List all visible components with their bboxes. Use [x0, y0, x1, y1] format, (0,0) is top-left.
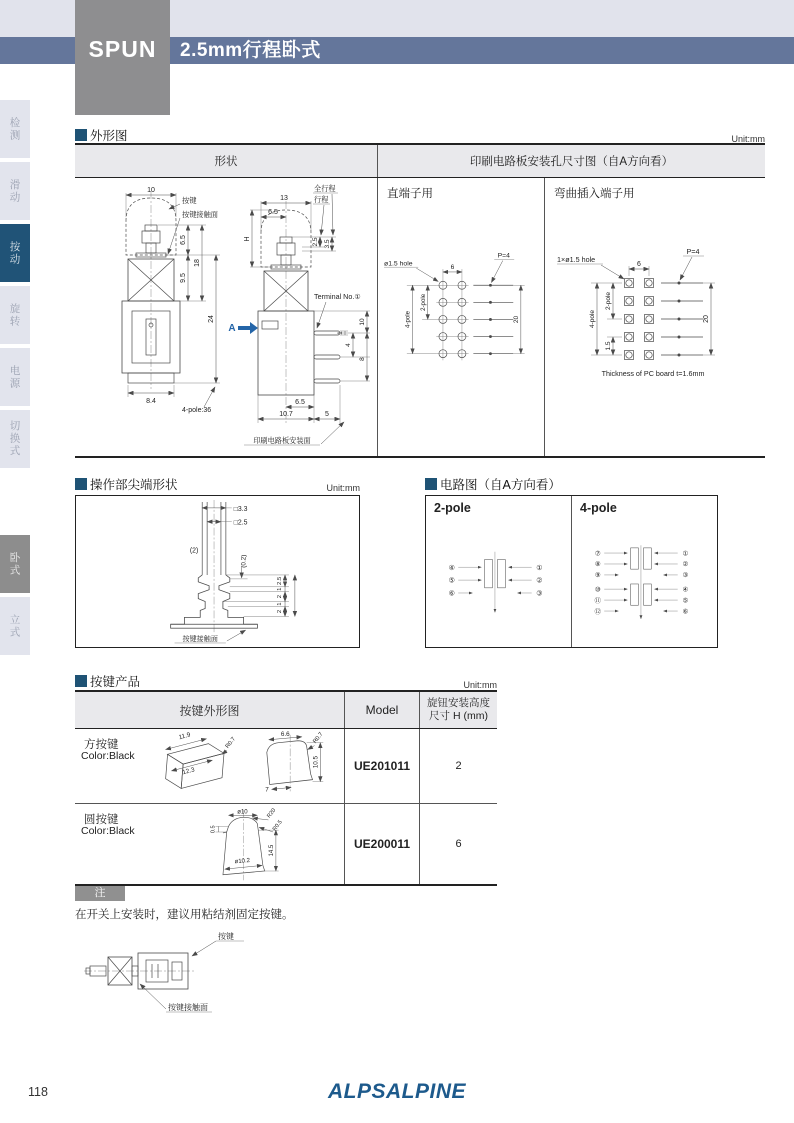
tip-section-header	[75, 475, 360, 493]
switch-outline-drawing	[76, 181, 376, 453]
section-bullet-icon	[75, 675, 87, 687]
svg-text:(0.2): (0.2)	[240, 554, 248, 568]
section-bullet-icon	[425, 478, 437, 490]
buttons-section-header	[75, 672, 497, 690]
sidebar-tab-huadong[interactable]: 滑动	[0, 162, 30, 220]
svg-text:ø10.2: ø10.2	[234, 857, 251, 866]
shape-cell	[75, 178, 378, 456]
svg-text:3.5: 3.5	[324, 239, 331, 249]
svg-text:⑧: ⑧	[594, 561, 601, 569]
svg-text:8.4: 8.4	[146, 398, 156, 405]
svg-text:⑨: ⑨	[594, 572, 601, 580]
svg-text:⑤: ⑤	[448, 576, 455, 585]
col-header-drawing: 按键外形图	[75, 692, 345, 728]
svg-text:2.5: 2.5	[312, 237, 319, 247]
svg-text:6: 6	[450, 264, 455, 272]
circuit-4pole-drawing	[572, 522, 717, 644]
svg-text:ø1.5 hole: ø1.5 hole	[384, 260, 413, 268]
unit-label: Unit:mm	[731, 134, 765, 144]
svg-text:P=4: P=4	[686, 247, 700, 256]
svg-text:11.9: 11.9	[178, 731, 192, 742]
svg-text:2-pole: 2-pole	[605, 291, 612, 311]
outline-section-title: 外形图	[90, 129, 128, 143]
svg-text:18: 18	[194, 259, 201, 267]
svg-text:Terminal No.①: Terminal No.①	[314, 292, 361, 301]
svg-text:③: ③	[536, 589, 543, 598]
svg-text:10.7: 10.7	[279, 411, 293, 418]
sidebar-tab-andong-active[interactable]: 按动	[0, 224, 30, 282]
svg-text:④: ④	[448, 563, 455, 572]
svg-text:⑤: ⑤	[682, 597, 689, 605]
col-header-height: 旋钮安装高度 尺寸 H (mm)	[427, 697, 490, 722]
svg-text:P=4: P=4	[497, 252, 510, 260]
svg-text:20: 20	[703, 315, 710, 323]
svg-text:③: ③	[682, 572, 689, 580]
svg-text:4-pole: 4-pole	[589, 309, 596, 329]
square-button-drawing	[142, 731, 342, 803]
svg-text:①: ①	[682, 550, 689, 558]
svg-text:5: 5	[325, 411, 329, 418]
svg-text:9.5: 9.5	[180, 273, 187, 283]
svg-text:按键接触面: 按键接触面	[168, 1003, 208, 1012]
svg-text:4-pole: 4-pole	[404, 310, 412, 329]
buttons-section-title: 按键产品	[90, 675, 141, 689]
svg-text:R0.7: R0.7	[224, 736, 238, 750]
page-number: 118	[28, 1085, 48, 1099]
svg-text:①: ①	[536, 563, 543, 572]
svg-text:按键接触面: 按键接触面	[182, 635, 218, 644]
svg-text:1: 1	[277, 587, 284, 591]
table-row-round-button	[75, 804, 497, 884]
svg-text:行程: 行程	[314, 195, 329, 204]
svg-text:印刷电路板安装面: 印刷电路板安装面	[253, 436, 311, 445]
svg-text:20: 20	[513, 315, 520, 324]
sidebar-tab-jiance[interactable]: 检测	[0, 100, 30, 158]
bent-terminal-title: 弯曲插入端子用	[554, 188, 635, 200]
svg-text:②: ②	[536, 576, 543, 585]
svg-text:1×ø1.5 hole: 1×ø1.5 hole	[557, 255, 596, 264]
buttons-table-header	[75, 692, 497, 729]
view-a-arrow-icon	[238, 322, 258, 334]
svg-text:④: ④	[682, 586, 689, 594]
svg-text:H: H	[244, 236, 251, 242]
svg-text:⑫: ⑫	[594, 608, 602, 616]
svg-text:⑦: ⑦	[594, 550, 601, 558]
bent-terminal-cell	[545, 178, 765, 456]
button-color: Color:Black	[81, 750, 135, 762]
col-header-model: Model	[345, 692, 420, 728]
svg-text:8: 8	[359, 357, 366, 361]
svg-text:⑥: ⑥	[682, 608, 689, 616]
tip-section-title: 操作部尖端形状	[90, 478, 178, 492]
circuit-4pole-cell	[572, 496, 717, 647]
svg-text:ø10: ø10	[237, 809, 248, 816]
svg-text:13: 13	[280, 195, 288, 202]
series-name: SPUN	[88, 36, 157, 62]
tip-drawing-box	[75, 495, 360, 648]
svg-text:14.5: 14.5	[269, 844, 276, 857]
unit-label: Unit:mm	[326, 483, 360, 493]
svg-text:按键: 按键	[218, 932, 234, 941]
section-bullet-icon	[75, 129, 87, 141]
button-name: 圆按键	[84, 814, 119, 826]
round-button-drawing	[142, 806, 342, 884]
sidebar-tab-woshi-active[interactable]: 卧式	[0, 535, 30, 593]
svg-text:②: ②	[682, 561, 689, 569]
view-a-label: A	[228, 323, 236, 334]
page-title: 2.5mm行程卧式	[180, 40, 321, 61]
svg-text:6.5: 6.5	[268, 209, 278, 216]
model-number: UE201011	[345, 729, 420, 803]
svg-text:2.5: 2.5	[277, 576, 284, 585]
buttons-table	[75, 690, 497, 886]
svg-text:(2): (2)	[189, 547, 199, 555]
sidebar-tab-xuanzhuan[interactable]: 旋转	[0, 286, 30, 344]
unit-label: Unit:mm	[463, 680, 497, 690]
svg-text:R0.5: R0.5	[271, 819, 284, 833]
svg-text:按键接触面: 按键接触面	[182, 210, 218, 219]
circuit-2pole-drawing	[426, 522, 571, 644]
note-text: 在开关上安装时，建议用粘结剂固定按键。	[75, 909, 294, 921]
col-header-pcb: 印刷电路板安装孔尺寸图（自A方向看）	[469, 156, 674, 168]
series-box	[75, 0, 170, 115]
svg-text:6.5: 6.5	[180, 235, 187, 245]
svg-text:10.5: 10.5	[312, 755, 320, 769]
svg-text:6.5: 6.5	[295, 399, 305, 406]
bent-terminal-hole-drawing	[553, 228, 753, 396]
model-number: UE200011	[345, 804, 420, 884]
svg-text:□3.3: □3.3	[233, 505, 248, 513]
note-badge: 注	[75, 886, 125, 901]
svg-text:2-pole: 2-pole	[419, 293, 427, 311]
svg-text:12.3: 12.3	[181, 766, 196, 777]
col-header-shape: 形状	[75, 145, 378, 177]
button-name: 方按键	[84, 739, 119, 751]
svg-text:R0.7: R0.7	[312, 731, 325, 745]
svg-text:全行程: 全行程	[314, 184, 336, 193]
svg-text:6: 6	[637, 261, 641, 268]
svg-text:2: 2	[277, 594, 284, 599]
circuit-section-header	[425, 475, 718, 493]
button-color: Color:Black	[81, 825, 135, 837]
mount-height: 6	[455, 838, 462, 850]
outline-table-header	[75, 145, 765, 178]
svg-text:1: 1	[337, 331, 344, 335]
table-row-square-button	[75, 729, 497, 804]
svg-text:4-pole:36: 4-pole:36	[182, 407, 212, 414]
svg-text:R20: R20	[266, 807, 278, 820]
mount-height: 2	[455, 760, 462, 772]
note-mounting-drawing	[80, 926, 350, 1018]
tip-shape-drawing	[76, 496, 357, 646]
circuit-2pole-cell	[426, 496, 572, 647]
svg-text:4: 4	[345, 343, 352, 347]
straight-terminal-title: 直端子用	[387, 188, 433, 200]
alps-alpine-logo: ALPSALPINE	[327, 1080, 466, 1103]
svg-text:6.6: 6.6	[280, 730, 290, 738]
straight-terminal-hole-drawing	[380, 233, 542, 385]
circuit-4pole-title: 4-pole	[580, 501, 617, 515]
svg-text:□2.5: □2.5	[233, 519, 248, 527]
svg-text:⑪: ⑪	[594, 597, 602, 605]
svg-text:Thickness of PC board t=1.6mm: Thickness of PC board t=1.6mm	[601, 369, 705, 378]
svg-text:10: 10	[359, 318, 366, 326]
sidebar-tab-dianyuan[interactable]: 电源	[0, 348, 30, 406]
section-bullet-icon	[75, 478, 87, 490]
straight-terminal-cell	[378, 178, 545, 456]
svg-text:0.5: 0.5	[210, 825, 217, 834]
svg-text:1: 1	[277, 602, 284, 606]
svg-text:10: 10	[147, 187, 155, 194]
circuit-2pole-title: 2-pole	[434, 501, 471, 515]
svg-text:2: 2	[277, 609, 284, 614]
svg-text:⑩: ⑩	[594, 586, 601, 594]
circuit-section-title: 电路图（自A方向看）	[440, 478, 561, 492]
svg-text:按键: 按键	[182, 196, 197, 205]
sidebar-tab-lishi[interactable]: 立式	[0, 597, 30, 655]
svg-text:1.5: 1.5	[605, 341, 612, 351]
sidebar-tab-qiehuanshi[interactable]: 切换式	[0, 410, 30, 468]
outline-section-header	[75, 126, 765, 144]
svg-text:⑥: ⑥	[448, 589, 455, 598]
svg-text:24: 24	[208, 315, 215, 323]
outline-table	[75, 143, 765, 458]
svg-text:7: 7	[265, 786, 269, 794]
circuit-box	[425, 495, 718, 648]
